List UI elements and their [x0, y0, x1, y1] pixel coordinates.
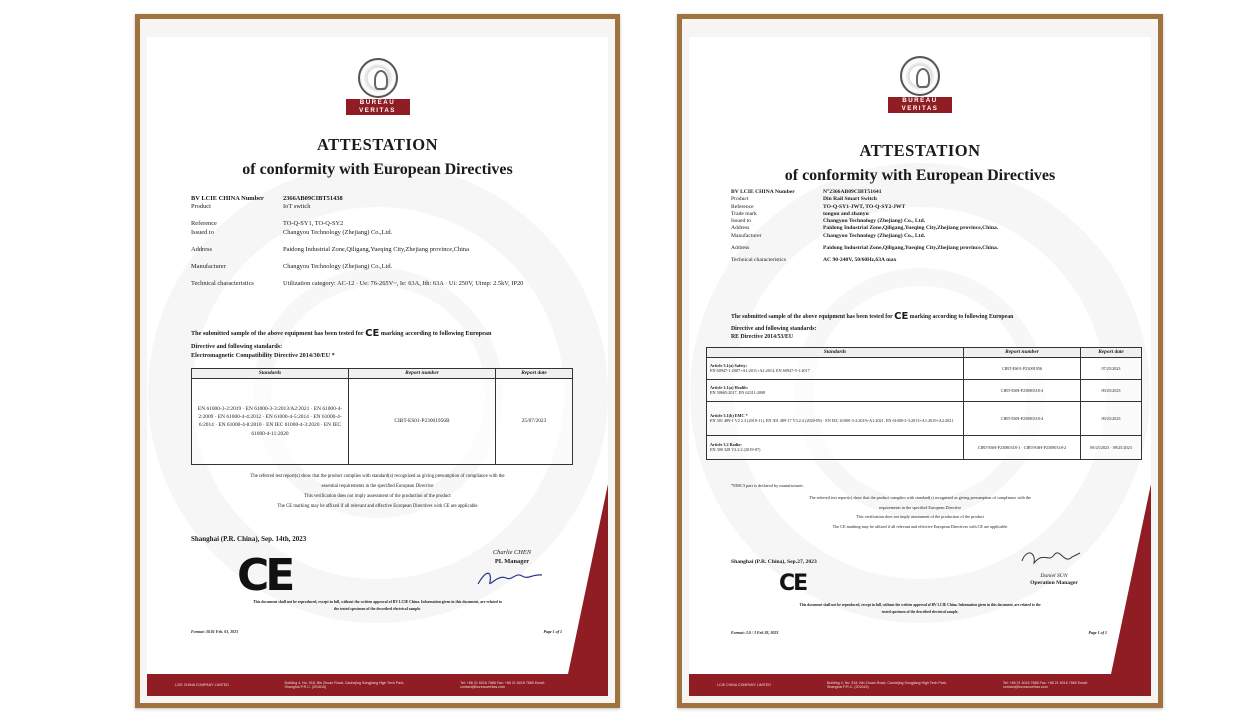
- certificate-left: [135, 14, 620, 708]
- footer-address: Building 4, No. 518, Bin Zhuan Road, Caohejing Songjiang High Tech Park, Shanghai P.R.C. (201615): [826, 680, 947, 689]
- table-header-row: [707, 348, 1142, 358]
- report-date-cell: 25/07/2023: [496, 378, 573, 464]
- report-date-cell: 09/25/2023: [1081, 401, 1142, 435]
- article-standards: EN 50665:2017, EN 62311:2008: [710, 390, 766, 396]
- certificate-subtitle: of conformity with European Directives: [784, 167, 1056, 184]
- signatory-role: Operation Manager: [1030, 580, 1078, 587]
- article-label: Article 3.1(a) Safety:: [710, 363, 748, 368]
- field-row: [731, 225, 1121, 232]
- report-date-cell: 09/25/2023: [1081, 379, 1142, 401]
- place-date: Shanghai (P.R. China), Sep.27, 2023: [731, 559, 817, 565]
- directive-name: RE Directive 2014/53/EU: [731, 334, 794, 341]
- ce-inline-mark: CE: [365, 328, 380, 339]
- disclaimer-line: the tested specimen of the described electrical sample.: [333, 607, 422, 612]
- standards-cell: [707, 401, 964, 435]
- disclaimer: [147, 599, 608, 613]
- field-row: [191, 195, 571, 203]
- article-standards: EN 60947-1:2007+A1:2011+A2:2014, EN 60947-5-1:2017: [710, 368, 810, 374]
- footer-contact: Tel: +86 21 6016 7888 Fax: +86 21 6016 7889 Email: contact@bureauveritas.com: [1002, 680, 1088, 689]
- field-row: [731, 204, 1121, 211]
- article-label: Article 3.1(a) Health:: [710, 385, 749, 390]
- certificate-paper: [147, 37, 608, 696]
- compliance-notes: [689, 493, 1151, 532]
- field-value: Changyou Technology (Zhejiang) Co.,Ltd.: [283, 228, 393, 236]
- field-row: [191, 229, 571, 246]
- field-row: [731, 218, 1121, 225]
- table-row: [707, 435, 1142, 459]
- certificate-right: [677, 14, 1163, 708]
- table-row: [707, 357, 1142, 379]
- report-number-cell: CIBT-ES01-P23001956: [964, 357, 1081, 379]
- fields-table: [731, 189, 1121, 264]
- note-line: The referred test report(s) show that the product complies with standard(s) recognized as giving presumption of compliance with the: [250, 474, 505, 479]
- form-number: Format: 30.01 Feb. 01, 2021: [191, 629, 239, 634]
- ce-mark-large: CE: [779, 571, 807, 596]
- field-label: Product: [731, 196, 749, 203]
- report-number-cell: CIBT-ESH-P23080318-4: [964, 401, 1081, 435]
- tested-pre-text: The submitted sample of the above equipment has been tested for: [191, 330, 364, 337]
- directive-name: Electromagnetic Compatibility Directive 2014/30/EU *: [191, 352, 335, 360]
- tested-pre-text: The submitted sample of the above equipment has been tested for: [731, 314, 893, 320]
- footer-company: LCIE CHINA COMPANY LIMITED: [174, 682, 229, 687]
- note-line: The referred test report(s) show that the product complies with standard(s) recognized as giving presumption of compliance with the: [809, 495, 1031, 500]
- logo-wordmark: BUREAU VERITAS: [888, 97, 952, 113]
- note-line: essential requirements in the specified European Directive: [321, 484, 434, 490]
- field-label: Manufacturer: [731, 232, 762, 239]
- bureau-veritas-logo: [888, 56, 952, 113]
- field-row: [191, 220, 571, 228]
- field-value: Changyou Technology (Zhejiang) Co., Ltd.: [823, 232, 926, 239]
- certificate-title: ATTESTATION: [859, 141, 981, 160]
- field-label: Technical characteristics: [191, 279, 254, 287]
- place-date: Shanghai (P.R. China), Sep. 14th, 2023: [191, 535, 307, 543]
- field-value: 2366AB09CIBT51438: [283, 195, 343, 202]
- field-value: N°2366AB09CIBT51641: [823, 189, 882, 195]
- report-date-cell: 09/25/2023 · 09/25/2023: [1081, 435, 1142, 459]
- note-line: requirements in the specified European Directive: [878, 504, 962, 510]
- table-row: [707, 379, 1142, 401]
- field-value: Din Rail Smart Switch: [823, 196, 877, 203]
- field-label: Technical characteristics: [731, 256, 787, 263]
- article-standards: EN 300 328 V2.2.2 (2019-07): [710, 447, 761, 453]
- report-number-cell: CIBT-ESH-P23080318-4: [964, 379, 1081, 401]
- table-row: [192, 378, 573, 464]
- field-label: Address: [731, 244, 750, 251]
- certificate-title: ATTESTATION: [316, 135, 439, 154]
- field-value: tongou and zhanyu: [823, 210, 869, 217]
- footer-address: Building 4, No. 518, Bin Zhuan Road, Caohejing Songjiang High Tech Park, Shanghai P.R.C. (201615): [284, 680, 405, 689]
- field-row: [731, 196, 1121, 203]
- field-value: TO-Q-SY1-JWT, TO-Q-SY2-JWT: [823, 203, 906, 210]
- field-label: Reference: [731, 203, 754, 210]
- disclaimer: [689, 602, 1151, 616]
- standards-table: [706, 347, 1142, 460]
- field-value: TO-Q-SY1, TO-Q-SY2: [283, 220, 344, 228]
- field-label: Address: [731, 225, 750, 232]
- field-value: Changyou Technology (Zhejiang) Co., Ltd.: [823, 218, 926, 225]
- field-label: Issued to: [191, 228, 214, 236]
- fields-table: [191, 195, 571, 288]
- note-line: This verification does not imply assessment of the production of the product: [304, 494, 451, 500]
- report-date-cell: 07/25/2023: [1081, 357, 1142, 379]
- footer-contact: Tel: +86 21 6016 7888 Fax: +86 21 6016 7889 Email: contact@bureauveritas.com: [460, 680, 545, 689]
- col-header-standards: Standards: [192, 369, 349, 379]
- emc-note: *EMC3 part is declared by manufacturer.: [731, 483, 804, 488]
- note-line: The CE marking may be affixed if all relevant and effective European Directives with CE are applicable: [832, 523, 1008, 529]
- field-row: [191, 280, 571, 288]
- directive-line: Directive and following standards:: [731, 325, 817, 332]
- standards-cell: [707, 379, 964, 401]
- field-value: Changyou Technology (Zhejiang) Co.,Ltd.: [283, 262, 393, 270]
- report-number-cell: CIBT-ESH-P23080318-1 · CIBT-ESH-P23080318-2: [964, 435, 1081, 459]
- form-number: Format: 3.0 / 3 Feb 28, 2023: [731, 630, 779, 635]
- col-header-report-number: Report number: [349, 369, 496, 379]
- field-row: [731, 257, 1121, 264]
- footer-band: [689, 674, 1151, 696]
- bureau-veritas-logo: [346, 58, 410, 115]
- table-row: [707, 401, 1142, 435]
- signatory-role: PL Manager: [494, 557, 530, 565]
- certificate-paper: [689, 37, 1151, 696]
- field-label: Issued to: [731, 218, 752, 225]
- page-label: Page 1 of 1: [543, 629, 562, 634]
- field-label: BV LCIE CHINA Number: [731, 189, 795, 195]
- field-value: Paidong Industrial Zone,Qiligang,Yueqing City,Zhejiang province,China.: [823, 225, 999, 232]
- signatory-name: Charlie CHEN: [492, 549, 532, 556]
- field-row: [731, 233, 1121, 245]
- col-header-standards: Standards: [707, 348, 964, 358]
- table-header-row: [192, 369, 573, 379]
- tested-statement: [731, 309, 1131, 342]
- note-line: The CE marking may be affixed if all relevant and effective European Directives with CE are applicable: [277, 504, 478, 510]
- standards-cell: [707, 435, 964, 459]
- report-number-cell: CIBT-ES01-P23001956B: [349, 378, 496, 464]
- standards-table: [191, 368, 573, 465]
- seal-icon: [900, 56, 940, 96]
- note-line: This verification does not imply assessment of the production of the product: [856, 514, 984, 520]
- field-value: IoT switch: [283, 203, 311, 211]
- signatory-block: [467, 549, 557, 594]
- field-row: [731, 211, 1121, 218]
- tested-post-text: marking according to following European: [909, 314, 1014, 320]
- tested-post-text: marking according to following European: [380, 330, 492, 337]
- field-value: AC 90-240V, 50/60Hz,63A max: [823, 256, 897, 263]
- field-row: [191, 246, 571, 263]
- disclaimer-line: This document shall not be reproduced, except in full, without the written approval of BV LCIE China. Information given in this document, are related to the: [799, 603, 1041, 607]
- ce-mark-large: CE: [237, 550, 292, 601]
- signatory-block: [1009, 545, 1099, 588]
- article-standards: EN 301 489-1 V2.2.3 (2019-11), EN 301 489-17 V3.2.4 (2020-09) · EN IEC 61000-3-2:2019+A1:2021, EN 61000-3-3:2013+A1:2019+A2:2021: [710, 418, 954, 424]
- standards-cell: [707, 357, 964, 379]
- field-label: Product: [191, 203, 211, 211]
- page-label: Page 1 of 1: [1088, 630, 1107, 635]
- field-label: Manufacturer: [191, 262, 226, 270]
- footer-company: LCIE CHINA COMPANY LIMITED: [717, 682, 771, 687]
- field-value: Utilization category: AC-12 · Ue: 76-265V~, Ie: 63A, Ith: 63A · Ui: 250V, Uimp: 2.5kV, IP20: [283, 279, 524, 287]
- field-value: Paidong Industrial Zone,Qiligang,Yueqing City,Zhejiang province,China: [283, 245, 469, 253]
- directive-line: Directive and following standards:: [191, 342, 283, 350]
- field-row: [191, 263, 571, 280]
- disclaimer-line: This document shall not be reproduced, except in full, without the written approval of BV LCIE China. Information given in this document, are related to: [253, 600, 502, 604]
- field-row: [191, 203, 571, 220]
- signature-icon: [1014, 545, 1094, 569]
- article-label: Article 3.2 Radio:: [710, 442, 742, 447]
- article-label: Article 3.1(b) EMC *: [710, 413, 748, 418]
- field-label: Trade mark: [731, 210, 757, 217]
- signature-icon: [472, 566, 552, 590]
- compliance-notes: [147, 472, 608, 512]
- ce-inline-mark: CE: [894, 311, 909, 322]
- field-label: Reference: [191, 220, 217, 228]
- logo-wordmark: BUREAU VERITAS: [346, 99, 410, 115]
- col-header-report-date: Report date: [1081, 348, 1142, 358]
- disclaimer-line: tested specimen of the described electrical sample.: [881, 609, 959, 614]
- field-row: [731, 189, 1121, 196]
- col-header-report-date: Report date: [496, 369, 573, 379]
- field-label: Address: [191, 245, 212, 253]
- field-row: [731, 245, 1121, 257]
- standards-cell: EN 61000-3-2:2019 · EN 61000-3-3:2013/A2:2021 · EN 61000-4-2:2009 · EN 61000-4-4:2012 · EN 61000-4-5:2014 · EN 61000-4-6:2014 · EN 61000-4-8:2010 · EN IEC 61000-4-3:2020 · EN IEC 61000-4-11:2020: [192, 378, 349, 464]
- col-header-report-number: Report number: [964, 348, 1081, 358]
- tested-statement: [191, 326, 581, 361]
- footer-band: [147, 674, 608, 696]
- certificate-subtitle: of conformity with European Directives: [242, 161, 513, 178]
- field-label: BV LCIE CHINA Number: [191, 195, 264, 202]
- seal-icon: [358, 58, 398, 98]
- signatory-name: Daniel SUN: [1040, 572, 1068, 579]
- field-value: Paidong Industrial Zone,Qiligang,Yueqing City,Zhejiang province,China.: [823, 244, 999, 251]
